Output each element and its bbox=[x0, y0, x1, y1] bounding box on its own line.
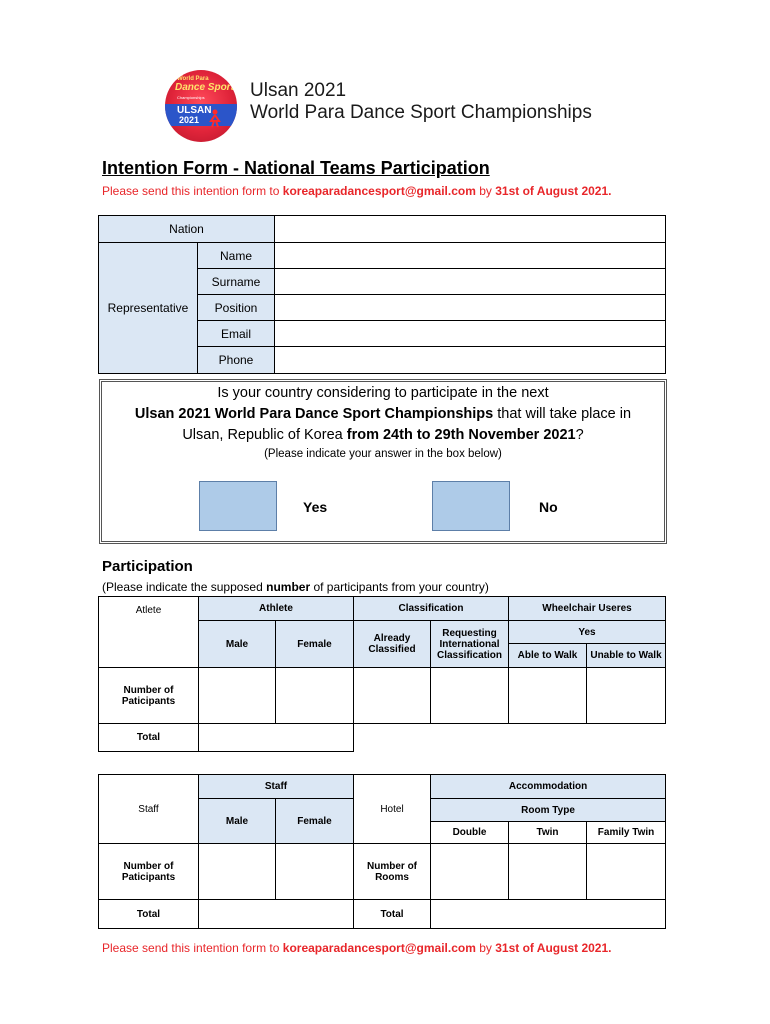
staff-label: Staff bbox=[99, 775, 199, 844]
email-label: Email bbox=[198, 321, 275, 347]
twin-rooms-field[interactable] bbox=[509, 844, 587, 900]
question-location: Ulsan, Republic of Korea bbox=[182, 427, 347, 443]
requesting-classification-header: Requesting International Classification bbox=[431, 621, 509, 668]
staff-male-header: Male bbox=[199, 799, 276, 844]
athlete-female-field[interactable] bbox=[276, 668, 354, 724]
yes-answer-box[interactable] bbox=[199, 481, 277, 531]
athlete-total-label: Total bbox=[99, 724, 199, 752]
email-field[interactable] bbox=[275, 321, 666, 347]
no-label: No bbox=[539, 499, 558, 515]
participation-note-post: of participants from your country) bbox=[310, 580, 489, 594]
header-line-2: World Para Dance Sport Championships bbox=[250, 102, 592, 123]
participation-question-box bbox=[99, 379, 667, 544]
notice-bottom-suffix: . bbox=[608, 941, 612, 955]
staff-total-field[interactable] bbox=[199, 900, 354, 929]
staff-total-label: Total bbox=[99, 900, 199, 929]
nation-label: Nation bbox=[99, 216, 275, 243]
notice-bottom-prefix: Please send this intention form to bbox=[102, 941, 283, 955]
question-dates: from 24th to 29th November 2021 bbox=[346, 427, 576, 443]
number-of-participants-label: Number of Paticipants bbox=[99, 668, 199, 724]
athlete-total-field[interactable] bbox=[199, 724, 354, 752]
logo-text-5: 2021 bbox=[179, 115, 200, 125]
phone-label: Phone bbox=[198, 347, 275, 374]
page-title: Intention Form - National Teams Participation bbox=[102, 158, 490, 178]
header-line-1: Ulsan 2021 bbox=[250, 80, 347, 101]
no-answer-box[interactable] bbox=[432, 481, 510, 531]
unable-to-walk-field[interactable] bbox=[587, 668, 666, 724]
family-twin-rooms-field[interactable] bbox=[587, 844, 666, 900]
nation-field[interactable] bbox=[275, 216, 666, 243]
room-type-header: Room Type bbox=[431, 799, 666, 822]
already-classified-header: Already Classified bbox=[354, 621, 431, 668]
double-rooms-field[interactable] bbox=[431, 844, 509, 900]
notice-bottom-deadline: 31st of August 2021 bbox=[495, 941, 609, 955]
representative-label: Representative bbox=[99, 243, 198, 374]
rooms-total-label: Total bbox=[354, 900, 431, 929]
staff-male-field[interactable] bbox=[199, 844, 276, 900]
notice-bottom-email[interactable]: koreaparadancesport@gmail.com bbox=[282, 941, 476, 955]
notice-email[interactable]: koreaparadancesport@gmail.com bbox=[282, 184, 476, 198]
requesting-classification-field[interactable] bbox=[431, 668, 509, 724]
notice-bottom bbox=[102, 941, 612, 955]
staff-header: Staff bbox=[199, 775, 354, 799]
phone-field[interactable] bbox=[275, 347, 666, 374]
logo-text-4: ULSAN bbox=[177, 105, 212, 116]
yes-label: Yes bbox=[303, 499, 328, 515]
athlete-male-field[interactable] bbox=[199, 668, 276, 724]
wheelchair-header: Wheelchair Useres bbox=[509, 597, 666, 621]
surname-field[interactable] bbox=[275, 269, 666, 295]
male-header: Male bbox=[199, 621, 276, 668]
question-line-2-rest: that will take place in bbox=[493, 406, 632, 422]
hotel-label: Hotel bbox=[354, 775, 431, 844]
participation-note bbox=[102, 580, 489, 594]
position-label: Position bbox=[198, 295, 275, 321]
question-line-3 bbox=[102, 427, 664, 443]
participation-note-bold: number bbox=[266, 580, 311, 594]
atlete-label: Atlete bbox=[99, 597, 199, 668]
accommodation-header: Accommodation bbox=[431, 775, 666, 799]
able-to-walk-field[interactable] bbox=[509, 668, 587, 724]
staff-number-label: Number of Paticipants bbox=[99, 844, 199, 900]
logo-text-3: Championships bbox=[177, 95, 205, 100]
logo-text-2: Dance Sport bbox=[175, 82, 234, 93]
notice-top bbox=[102, 184, 612, 198]
name-field[interactable] bbox=[275, 243, 666, 269]
championship-logo bbox=[165, 70, 237, 142]
athlete-table bbox=[98, 596, 666, 752]
athlete-empty-space bbox=[354, 724, 666, 752]
position-field[interactable] bbox=[275, 295, 666, 321]
athlete-header: Athlete bbox=[199, 597, 354, 621]
staff-female-field[interactable] bbox=[276, 844, 354, 900]
staff-accommodation-table bbox=[98, 774, 666, 929]
logo-text-1: World Para bbox=[177, 76, 209, 82]
unable-to-walk-header: Unable to Walk bbox=[587, 644, 666, 668]
wheelchair-yes-header: Yes bbox=[509, 621, 666, 644]
notice-deadline: 31st of August 2021 bbox=[495, 184, 609, 198]
double-header: Double bbox=[431, 822, 509, 844]
able-to-walk-header: Able to Walk bbox=[509, 644, 587, 668]
question-line-1: Is your country considering to participate in the next bbox=[217, 385, 549, 401]
surname-label: Surname bbox=[198, 269, 275, 295]
participation-heading: Participation bbox=[102, 558, 193, 575]
question-mark: ? bbox=[575, 427, 584, 443]
question-event-name: Ulsan 2021 World Para Dance Sport Championships bbox=[134, 406, 494, 422]
notice-bottom-middle: by bbox=[475, 941, 496, 955]
notice-middle: by bbox=[475, 184, 496, 198]
number-of-rooms-label: Number of Rooms bbox=[354, 844, 431, 900]
name-label: Name bbox=[198, 243, 275, 269]
dancer-icon bbox=[207, 108, 223, 128]
participation-note-pre: (Please indicate the supposed bbox=[102, 580, 267, 594]
classification-header: Classification bbox=[354, 597, 509, 621]
already-classified-field[interactable] bbox=[354, 668, 431, 724]
notice-prefix: Please send this intention form to bbox=[102, 184, 283, 198]
representative-table bbox=[98, 215, 666, 374]
twin-header: Twin bbox=[509, 822, 587, 844]
notice-suffix: . bbox=[608, 184, 612, 198]
question-line-2 bbox=[102, 406, 664, 422]
rooms-total-field[interactable] bbox=[431, 900, 666, 929]
staff-female-header: Female bbox=[276, 799, 354, 844]
female-header: Female bbox=[276, 621, 354, 668]
question-hint: (Please indicate your answer in the box below) bbox=[264, 448, 502, 460]
family-twin-header: Family Twin bbox=[587, 822, 666, 844]
